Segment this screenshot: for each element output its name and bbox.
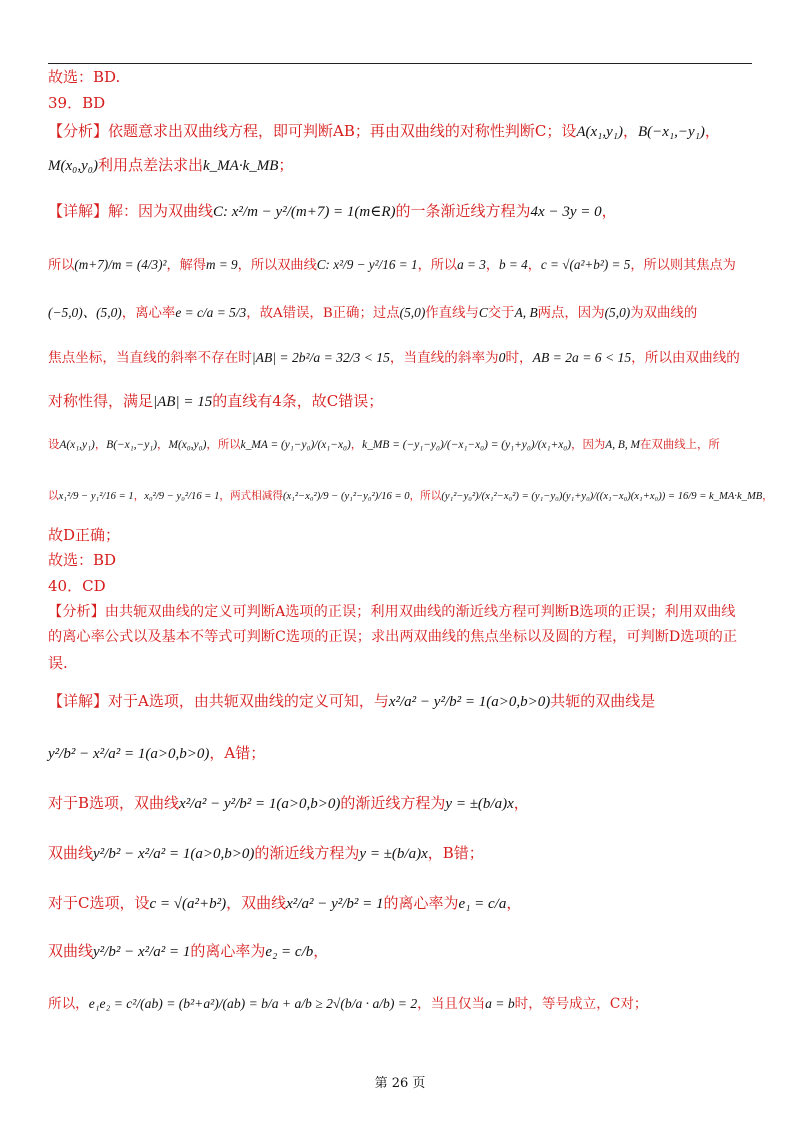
- math-expression: y = ±(b/a)x: [445, 796, 514, 812]
- math-expression: (y₁²−y₀²)/(x₁²−x₀²) = (y₁−y₀)(y₁+y₀)/((x₁−x₀)(x₁+x₀)) = 16/9 = k_MA·k_MB: [441, 491, 763, 502]
- text-run: 39．BD: [48, 94, 106, 112]
- text-run: 的渐近线方程为: [340, 794, 446, 812]
- page-footer: 第 26 页: [374, 1076, 426, 1091]
- math-expression: e = c/a = 5/3: [175, 305, 247, 320]
- text-line: [48, 601, 752, 621]
- text-run: ，所以: [409, 490, 442, 502]
- text-line: [48, 549, 752, 570]
- text-run: ，当且仅当: [417, 996, 486, 1012]
- text-run: ，故A错误，B正确；过点: [246, 306, 400, 321]
- text-run: 的离心率为: [190, 942, 266, 960]
- math-expression: x₁²/9 − y₁²/16 = 1: [58, 491, 134, 502]
- math-expression: |AB| = 2b²/a = 32/3 < 15: [251, 350, 390, 365]
- text-run: ，: [513, 794, 529, 812]
- text-run: 对称性得，满足: [48, 392, 154, 410]
- text-run: 对于B选项，双曲线: [48, 794, 180, 812]
- text-run: ，: [601, 202, 617, 220]
- text-run: 【分析】由共轭双曲线的定义可判断A选项的正误；利用双曲线的渐近线方程可判断B选项的正误；利用双曲线: [48, 604, 736, 620]
- math-expression: x²/a² − y²/b² = 1: [286, 896, 384, 912]
- text-line: [48, 940, 752, 961]
- math-expression: y²/b² − x²/a² = 1(a>0,b>0): [48, 746, 210, 762]
- text-run: 时，等号成立，C对；: [514, 996, 648, 1012]
- text-run: 双曲线: [48, 844, 94, 862]
- text-run: ，: [94, 437, 107, 451]
- text-run: 交于: [487, 306, 515, 321]
- text-run: 焦点坐标，当直线的斜率不存在时: [48, 350, 252, 366]
- text-line: [48, 626, 752, 646]
- text-run: 利用点差法求出: [97, 156, 203, 174]
- text-run: 的离心率公式以及基本不等式可判断C选项的正误；求出两双曲线的焦点坐标以及圆的方程，可判断D选项的正: [48, 629, 738, 645]
- math-expression: M(x₀,y₀): [48, 158, 98, 174]
- math-expression: A(x₁,y₁): [59, 439, 95, 451]
- text-line: [48, 892, 752, 913]
- math-expression: m = 9: [206, 257, 238, 272]
- text-run: 以: [48, 490, 59, 502]
- text-line: [48, 792, 752, 813]
- text-run: ，: [506, 894, 522, 912]
- text-run: ，: [133, 490, 145, 502]
- math-expression: A, B, M: [605, 439, 641, 451]
- text-run: 的直线有4条，故C错误；: [212, 392, 384, 410]
- math-expression: c = √(a²+b²): [149, 896, 227, 912]
- text-line: [48, 302, 752, 321]
- text-run: 【分析】依题意求出双曲线方程，即可判断AB；再由双曲线的对称性判断C；设: [48, 122, 577, 140]
- text-run: ，所以则其焦点为: [630, 258, 736, 273]
- text-run: ，所以由双曲线的: [631, 350, 740, 366]
- math-expression: e₁e₂ = c²/(ab) = (b²+a²)/(ab) = b/a + a/b ≥ 2√(b/a · a/b) = 2: [88, 996, 418, 1011]
- math-expression: (x₁²−x₀²)/9 − (y₁²−y₀²)/16 = 0: [282, 491, 410, 502]
- text-run: 【详解】对于A选项，由共轭双曲线的定义可知，与: [48, 692, 389, 710]
- text-line: [48, 842, 752, 863]
- text-run: 时，: [505, 350, 533, 366]
- text-run: ，A错；: [209, 744, 266, 762]
- text-run: ；: [278, 156, 294, 174]
- text-run: 误.: [48, 654, 68, 672]
- math-expression: k_MA·k_MB: [203, 158, 279, 174]
- math-expression: y²/b² − x²/a² = 1(a>0,b>0): [93, 846, 255, 862]
- text-run: ，因为: [571, 437, 606, 451]
- text-run: ，B错；: [427, 844, 484, 862]
- text-line: [48, 254, 752, 273]
- text-run: ，解得: [166, 258, 207, 273]
- math-expression: (−5,0)、(5,0): [48, 305, 122, 320]
- text-run: 在双曲线上，所: [640, 437, 720, 451]
- text-run: ，两式相减得: [219, 490, 283, 502]
- text-run: 的渐近线方程为: [254, 844, 360, 862]
- text-run: ，: [313, 942, 329, 960]
- text-run: 为双曲线的: [630, 306, 698, 321]
- text-run: 40．CD: [48, 577, 106, 595]
- math-expression: C: [478, 305, 488, 320]
- text-run: 故D正确；: [48, 526, 121, 544]
- text-line: [48, 154, 752, 175]
- math-expression: (5,0): [604, 305, 631, 320]
- text-run: 故选：BD.: [48, 68, 121, 86]
- text-line: [48, 66, 752, 87]
- header-rule: [48, 63, 752, 64]
- text-run: 所以: [48, 258, 75, 273]
- math-expression: a = b: [485, 996, 515, 1011]
- text-run: 两点，因为: [537, 306, 605, 321]
- text-run: ，: [704, 122, 720, 140]
- math-expression: e₂ = c/b: [265, 944, 314, 960]
- math-expression: B(−x₁,−y₁): [638, 124, 705, 140]
- text-run: 共轭的双曲线是: [550, 692, 656, 710]
- text-line: [48, 742, 752, 763]
- text-line: [48, 120, 752, 141]
- text-run: 【详解】解：因为双曲线: [48, 202, 214, 220]
- math-expression: C: x²/9 − y²/16 = 1: [316, 257, 418, 272]
- text-run: 所以，: [48, 996, 89, 1012]
- text-run: ，所以双曲线: [237, 258, 317, 273]
- math-expression: |AB| = 15: [153, 394, 213, 410]
- text-run: 的离心率为: [383, 894, 459, 912]
- math-expression: x₀²/9 − y₀²/16 = 1: [144, 491, 220, 502]
- math-expression: B(−x₁,−y₁): [106, 439, 158, 451]
- math-expression: x²/a² − y²/b² = 1(a>0,b>0): [179, 796, 341, 812]
- text-run: ，所以: [417, 258, 458, 273]
- text-line: [48, 200, 752, 221]
- math-expression: (5,0): [399, 305, 426, 320]
- text-line: [48, 346, 752, 366]
- math-expression: k_MA = (y₁−y₀)/(x₁−x₀): [240, 439, 351, 451]
- text-run: ，: [527, 258, 541, 273]
- text-run: 的一条渐近线方程为: [395, 202, 531, 220]
- math-expression: A, B: [514, 305, 538, 320]
- text-line: [48, 92, 752, 113]
- text-run: 作直线与: [425, 306, 479, 321]
- math-expression: M(x₀,y₀): [168, 439, 207, 451]
- math-expression: A(x₁,y₁): [576, 124, 623, 140]
- text-run: ，: [157, 437, 169, 451]
- text-run: ，: [623, 122, 639, 140]
- text-run: 对于C选项，设: [48, 894, 150, 912]
- text-line: [48, 575, 752, 596]
- math-expression: AB = 2a = 6 < 15: [532, 350, 632, 365]
- text-run: ，双曲线: [226, 894, 287, 912]
- text-line: [48, 992, 752, 1012]
- math-expression: 4x − 3y = 0: [530, 204, 602, 220]
- text-line: [48, 524, 752, 545]
- text-run: ，: [485, 258, 499, 273]
- math-expression: (m+7)/m = (4/3)²: [74, 257, 167, 272]
- math-expression: 0: [498, 350, 506, 365]
- text-line: [48, 488, 773, 503]
- text-run: ，当直线的斜率为: [389, 350, 499, 366]
- text-run: 设: [48, 437, 60, 451]
- text-line: [48, 436, 752, 452]
- math-expression: e₁ = c/a: [458, 896, 507, 912]
- text-line: [48, 652, 752, 673]
- text-run: ，离心率: [121, 306, 176, 321]
- math-expression: C: x²/m − y²/(m+7) = 1(m∈R): [213, 204, 396, 220]
- math-expression: k_MB = (−y₁−y₀)/(−x₁−x₀) = (y₁+y₀)/(x₁+x₀): [362, 439, 572, 451]
- math-expression: a = 3: [457, 257, 486, 272]
- math-expression: c = √(a²+b²) = 5: [540, 257, 631, 272]
- text-line: [48, 390, 752, 411]
- math-expression: b = 4: [499, 257, 528, 272]
- text-run: ，: [350, 437, 363, 451]
- text-run: 故选：BD: [48, 551, 117, 569]
- text-line: [48, 690, 752, 711]
- text-run: ，所以: [206, 437, 241, 451]
- math-expression: y²/b² − x²/a² = 1: [93, 944, 191, 960]
- math-expression: y = ±(b/a)x: [359, 846, 428, 862]
- math-expression: x²/a² − y²/b² = 1(a>0,b>0): [388, 694, 551, 710]
- text-run: ，: [762, 490, 773, 502]
- text-run: 双曲线: [48, 942, 94, 960]
